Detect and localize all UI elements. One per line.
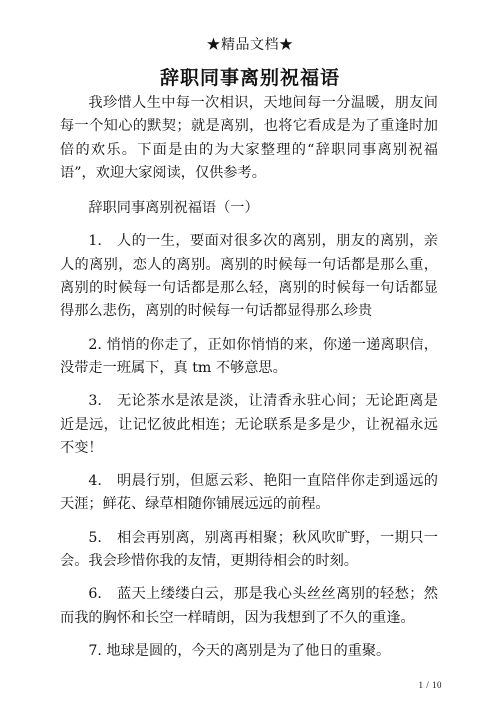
list-item: 4. 明晨行别，但愿云彩、艳阳一直陪伴你走到遥远的天涯；鲜花、绿草相随你铺展远远的前程。 xyxy=(60,473,438,513)
list-item: 2. 悄悄的你走了，正如你悄悄的来，你递一递离职信，没带走一班属下，真 tm 不够意思。 xyxy=(60,336,438,376)
document-title: 辞职同事离别祝福语 xyxy=(159,67,340,89)
intro-paragraph: 我珍惜人生中每一次相识，天地间每一分温暖，朋友间每一个知心的默契；就是离别，也将它看成是为了重逢时加倍的欢乐。下面是由的为大家整理的“辞职同事离别祝福语”，欢迎大家阅读，仅供参考。 xyxy=(60,95,438,181)
list-item: 5. 相会再别离，别离再相聚；秋风吹旷野，一期只一会。我会珍惜你我的友情，更期待相会的时刻。 xyxy=(60,529,438,570)
page-number: 1 / 10 xyxy=(418,680,442,690)
document-body xyxy=(60,92,438,663)
page-header: ★精品文档★ xyxy=(206,37,294,53)
list-item: 1. 人的一生，要面对很多次的离别，朋友的离别，亲人的离别，恋人的离别。离别的时候每一句话都是那么重，离别的时候每一句话都是那么轻，离别的时候每一句话都显得那么悲伤，离别的时候每一句话都显得那么珍贵 xyxy=(60,233,438,320)
section-heading: 辞职同事离别祝福语（一） xyxy=(88,200,259,217)
list-item: 3. 无论茶水是浓是淡，让清香永驻心间；无论距离是近是远，让记忆彼此相连；无论联系是多是少，让祝福永远不变！ xyxy=(60,393,438,456)
list-item: 7. 地球是圆的，今天的离别是为了他日的重聚。 xyxy=(88,642,391,659)
list-item: 6. 蓝天上缕缕白云，那是我心头丝丝离别的轻愁；然而我的胸怀和长空一样晴朗，因为我想到了不久的重逢。 xyxy=(60,586,438,626)
